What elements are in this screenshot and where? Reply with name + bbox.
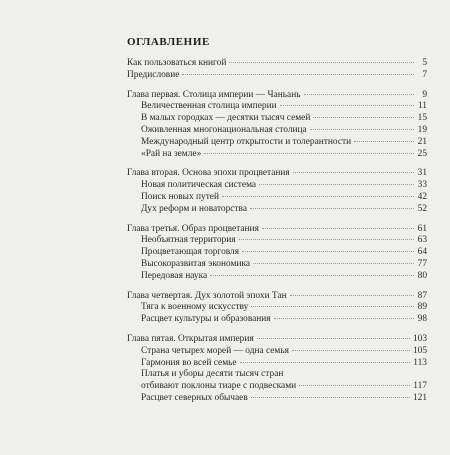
- toc-item: [127, 180, 427, 192]
- dot-leader: [274, 318, 414, 319]
- toc-chapter-title: Глава первая. Столица империи — Чаньань: [127, 89, 301, 100]
- dot-leader: [257, 338, 410, 339]
- toc-item: [127, 247, 427, 259]
- dot-leader: [259, 184, 414, 185]
- toc-item-title: Высокоразвитая экономика: [141, 258, 251, 269]
- toc-entry-title: Предисловие: [127, 69, 180, 80]
- dot-leader: [229, 62, 414, 63]
- toc-item-title: Расцвет северных обычаев: [141, 392, 248, 403]
- toc-chapter-page: 31: [417, 168, 427, 179]
- toc-entry: [127, 58, 427, 70]
- toc-item: [127, 271, 427, 283]
- toc-item: [127, 358, 427, 370]
- toc-entry-page: 7: [422, 69, 427, 80]
- toc-item-title: Передовая наука: [141, 270, 208, 281]
- dot-leader: [292, 350, 410, 351]
- toc-chapter-title: Глава третья. Образ процветания: [127, 223, 259, 234]
- toc-item-page: 42: [417, 191, 427, 202]
- toc-item-page: 105: [412, 345, 427, 356]
- toc-item: [127, 302, 427, 314]
- toc-item: [127, 113, 427, 125]
- toc-item: [127, 346, 427, 358]
- toc-item: [127, 101, 427, 113]
- toc-item: [127, 125, 427, 137]
- toc-item-title: Поиск новых путей: [141, 191, 219, 202]
- toc-item-page: 117: [413, 381, 427, 392]
- dot-leader: [204, 153, 414, 154]
- dot-leader: [239, 239, 414, 240]
- toc-item-title: Новая политическая система: [141, 180, 257, 191]
- toc-chapter: [127, 224, 427, 236]
- dot-leader: [210, 275, 414, 276]
- dot-leader: [240, 362, 411, 363]
- dot-leader: [251, 397, 410, 398]
- toc-chapter-title: Глава вторая. Основа эпохи процветания: [127, 168, 290, 179]
- dot-leader: [290, 295, 414, 296]
- toc-item-title: Оживленная многонациональная столица: [141, 124, 307, 135]
- toc-item-title: Гармония во всей семье: [141, 357, 237, 368]
- toc-entry-page: 5: [422, 58, 427, 68]
- toc-item-title: Необъятная территория: [141, 235, 236, 246]
- toc-item: [127, 204, 427, 216]
- toc-chapter-page: 61: [417, 223, 427, 234]
- toc-item-title: Страна четырех морей — одна семья: [141, 345, 289, 356]
- toc-item-title: Процветающая торговля: [141, 247, 240, 258]
- toc-item-page: 121: [412, 392, 427, 403]
- toc-item-title: «Рай на земле»: [141, 148, 202, 159]
- dot-leader: [354, 141, 414, 142]
- dot-leader: [280, 105, 414, 106]
- toc-item: [127, 369, 427, 381]
- toc-item: [127, 149, 427, 161]
- toc-item: [127, 381, 427, 393]
- toc-chapter-title: Глава пятая. Открытая империя: [127, 333, 254, 344]
- toc-item: [127, 192, 427, 204]
- dot-leader: [253, 263, 414, 264]
- toc-chapter: [127, 90, 427, 102]
- toc-entry: [127, 70, 427, 82]
- dot-leader: [293, 172, 414, 173]
- toc-item: [127, 393, 427, 405]
- toc-item-page: 25: [417, 148, 427, 159]
- toc-item-title: Тяга к военному искусству: [141, 302, 249, 313]
- toc-item-page: 15: [417, 113, 427, 124]
- toc-item-title: Величественная столица империи: [141, 101, 277, 112]
- toc-chapter-page: 103: [412, 333, 427, 344]
- toc-item: [127, 314, 427, 326]
- toc-item-title: Платья и уборы десяти тысяч стран: [141, 369, 284, 380]
- toc-item-page: 52: [417, 203, 427, 214]
- dot-leader: [262, 228, 414, 229]
- toc-item-page: 77: [417, 258, 427, 269]
- toc-item-page: 63: [417, 235, 427, 246]
- toc-item-title: Дух реформ и новаторства: [141, 203, 248, 214]
- dot-leader: [251, 306, 414, 307]
- toc-item-page: 98: [417, 314, 427, 325]
- toc-chapter: [127, 334, 427, 346]
- toc-chapter-page: 87: [417, 290, 427, 301]
- toc-item-page: 21: [417, 136, 427, 147]
- dot-leader: [313, 117, 414, 118]
- toc-chapter-title: Глава четвертая. Дух золотой эпохи Тан: [127, 290, 287, 301]
- toc-item-page: 11: [417, 101, 427, 112]
- toc-title: ОГЛАВЛЕНИЕ: [127, 36, 210, 48]
- toc-item-page: 19: [417, 124, 427, 135]
- toc-list: [127, 58, 427, 405]
- dot-leader: [182, 74, 414, 75]
- toc-item-page: 33: [417, 180, 427, 191]
- toc-item-title: Расцвет культуры и образования: [141, 314, 271, 325]
- toc-item: [127, 259, 427, 271]
- toc-item: [127, 235, 427, 247]
- toc-item-page: 113: [413, 357, 427, 368]
- toc-item: [127, 137, 427, 149]
- dot-leader: [310, 129, 414, 130]
- toc-entry-title: Как пользоваться книгой: [127, 58, 227, 68]
- toc-item-page: 89: [417, 302, 427, 313]
- toc-chapter: [127, 291, 427, 303]
- dot-leader: [222, 196, 414, 197]
- dot-leader: [304, 94, 415, 95]
- toc-chapter: [127, 168, 427, 180]
- toc-item-page: 80: [417, 270, 427, 281]
- dot-leader: [250, 208, 414, 209]
- toc-item-page: 64: [417, 247, 427, 258]
- dot-leader: [242, 251, 414, 252]
- toc-item-title: Международный центр открытости и толерантности: [141, 136, 352, 147]
- toc-chapter-page: 9: [422, 89, 427, 100]
- dot-leader: [299, 385, 410, 386]
- toc-item-title: отбивают поклоны тиаре с подвесками: [141, 381, 297, 392]
- toc-item-title: В малых городках — десятки тысяч семей: [141, 113, 311, 124]
